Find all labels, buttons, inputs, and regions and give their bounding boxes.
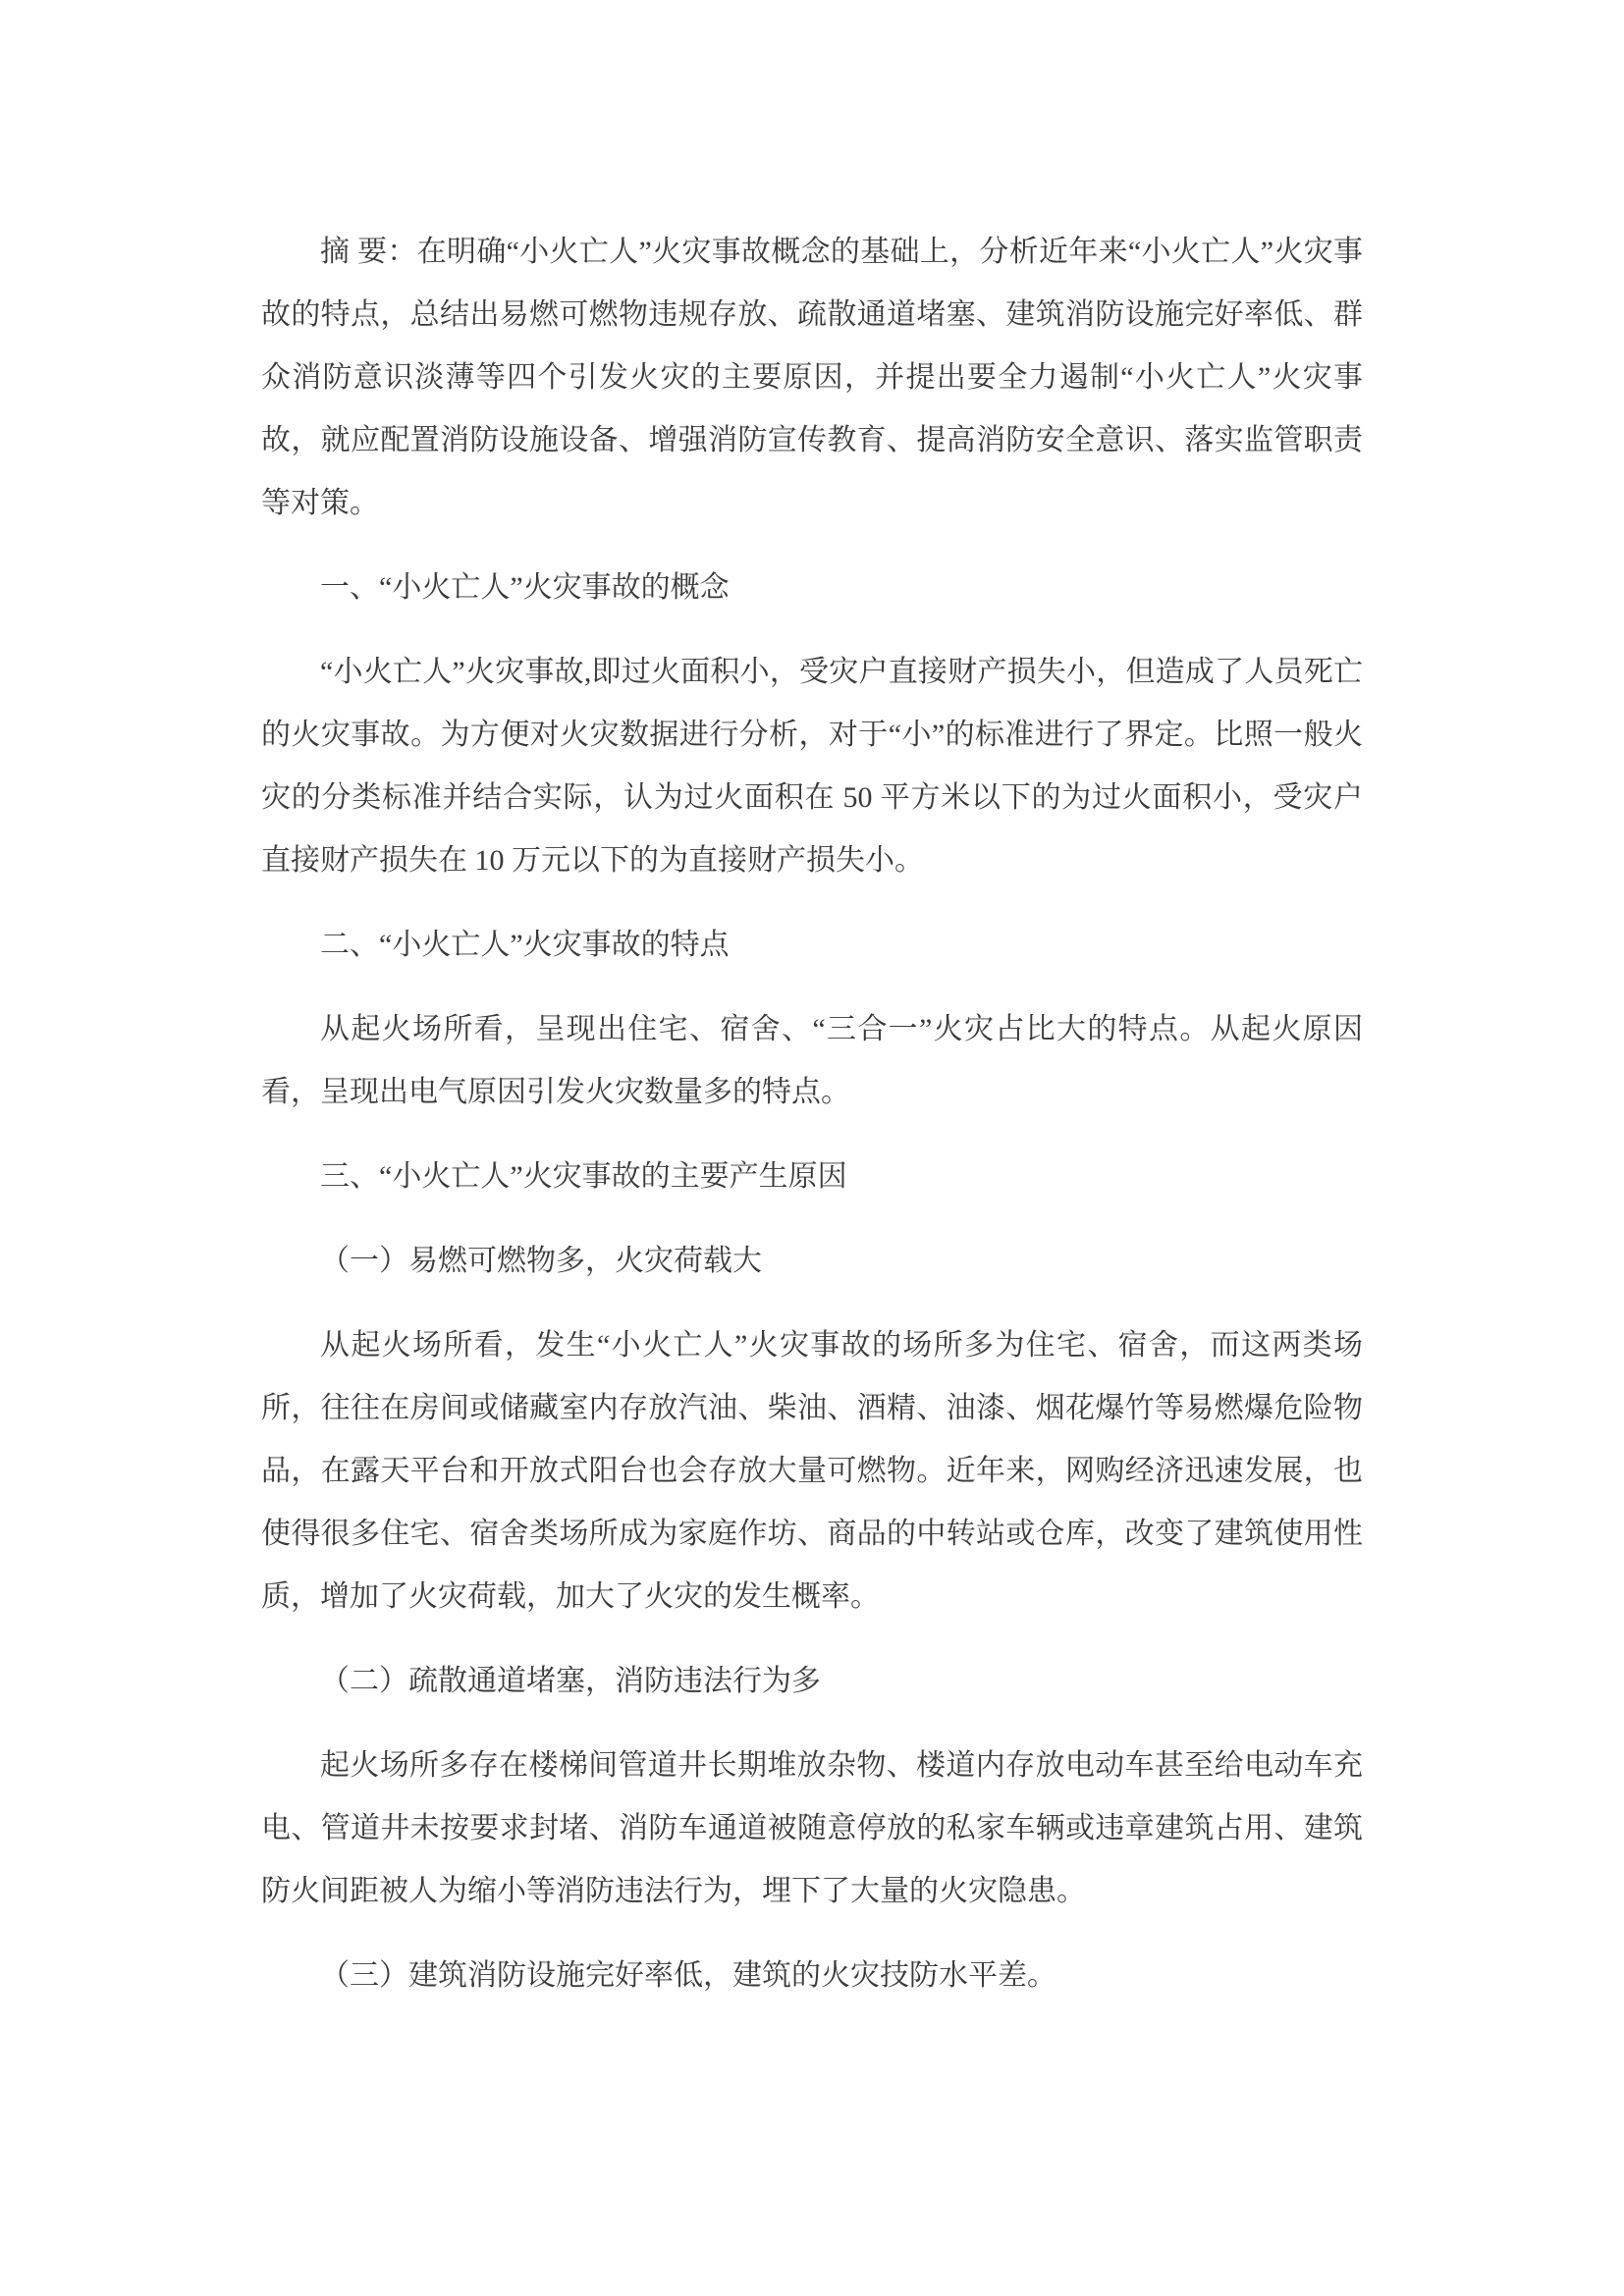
section-1-paragraph: “小火亡人”火灾事故,即过火面积小，受灾户直接财产损失小，但造成了人员死亡的火灾事故。为方便对火灾数据进行分析，对于“小”的标准进行了界定。比照一般火灾的分类标准并结合实际，认为过火面积在 50 平方米以下的为过火面积小，受灾户直接财产损失在 10 万元以下的为直接财产损失小。 xyxy=(261,656,1363,877)
section-3-heading: 三、“小火亡人”火灾事故的主要产生原因 xyxy=(320,1160,847,1193)
subsection-3-2-paragraph: 起火场所多存在楼梯间管道井长期堆放杂物、楼道内存放电动车甚至给电动车充电、管道井未按要求封堵、消防车通道被随意停放的私家车辆或违章建筑占用、建筑防火间距被人为缩小等消防违法行为，埋下了大量的火灾隐患。 xyxy=(261,1749,1363,1907)
section-2-heading: 二、“小火亡人”火灾事故的特点 xyxy=(320,929,730,961)
subsection-3-1-heading: （一）易燃可燃物多，火灾荷载大 xyxy=(320,1245,762,1277)
section-1-heading: 一、“小火亡人”火灾事故的概念 xyxy=(320,571,730,604)
subsection-3-3-heading: （三）建筑消防设施完好率低，建筑的火灾技防水平差。 xyxy=(320,1959,1056,1992)
subsection-3-1-paragraph: 从起火场所看，发生“小火亡人”火灾事故的场所多为住宅、宿舍，而这两类场所，往往在房间或储藏室内存放汽油、柴油、酒精、油漆、烟花爆竹等易燃爆危险物品，在露天平台和开放式阳台也会存放大量可燃物。近年来，网购经济迅速发展，也使得很多住宅、宿舍类场所成为家庭作坊、商品的中转站或仓库，改变了建筑使用性质，增加了火灾荷载，加大了火灾的发生概率。 xyxy=(261,1329,1363,1613)
section-2-paragraph: 从起火场所看，呈现出住宅、宿舍、“三合一”火灾占比大的特点。从起火原因看，呈现出电气原因引发火灾数量多的特点。 xyxy=(261,1013,1363,1108)
abstract-paragraph: 摘 要：在明确“小火亡人”火灾事故概念的基础上，分析近年来“小火亡人”火灾事故的特点，总结出易燃可燃物违规存放、疏散通道堵塞、建筑消防设施完好率低、群众消防意识淡薄等四个引发火灾的主要原因，并提出要全力遏制“小火亡人”火灾事故，就应配置消防设施设备、增强消防宣传教育、提高消防安全意识、落实监管职责等对策。 xyxy=(261,236,1363,519)
subsection-3-2-heading: （二）疏散通道堵塞，消防违法行为多 xyxy=(320,1665,821,1697)
